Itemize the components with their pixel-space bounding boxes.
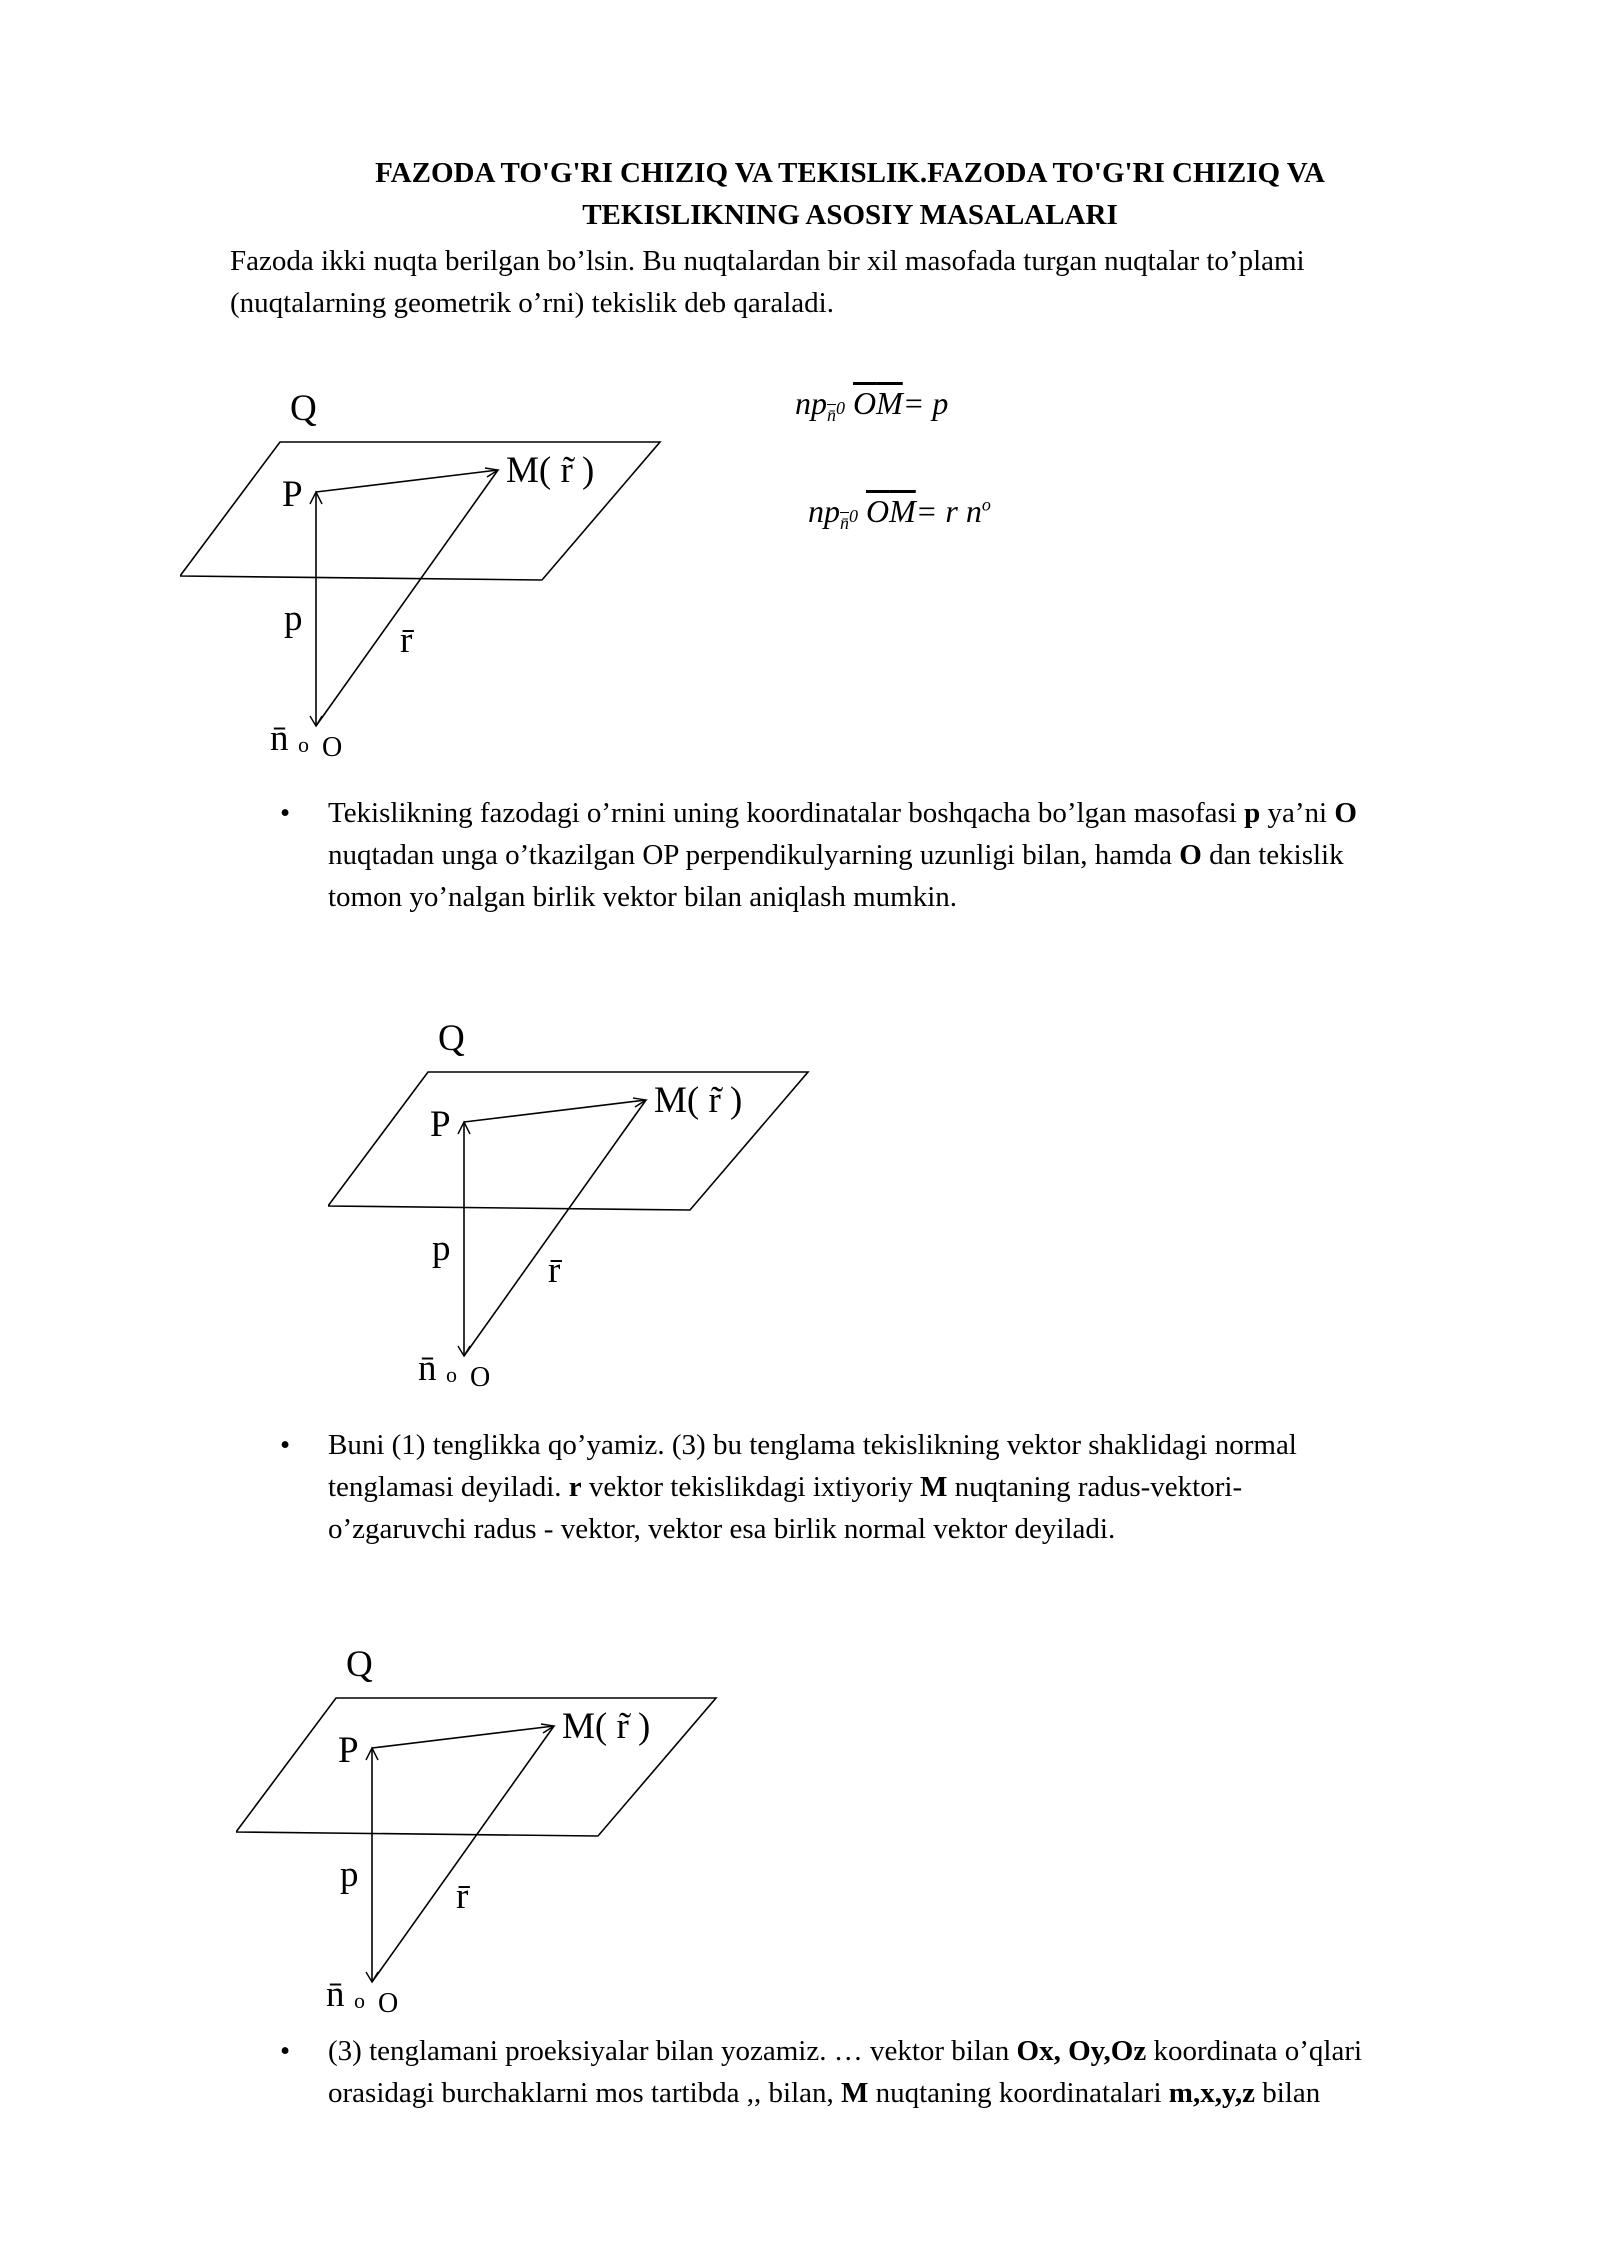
label-P: P	[430, 1104, 451, 1145]
vector-OM	[316, 470, 498, 726]
label-p: p	[432, 1228, 451, 1269]
label-n-sub: o	[354, 1988, 365, 2013]
label-n-sub: o	[446, 1362, 457, 1387]
title-line-2: TEKISLIKNING ASOSIY MASALALARI	[582, 199, 1118, 231]
label-Q: Q	[290, 388, 317, 429]
label-Q: Q	[438, 1018, 465, 1059]
bullet-symbol: •	[280, 2035, 291, 2067]
vector-PM	[464, 1100, 646, 1122]
plane-diagram-svg	[236, 1636, 756, 2016]
plane-diagram-2	[328, 1010, 848, 1390]
plane-diagram-svg	[328, 1010, 848, 1390]
label-r: r̄	[456, 1876, 469, 1917]
bullet-2	[280, 1424, 1500, 1554]
label-n: n̄	[326, 1974, 345, 2015]
title-line-1: FAZODA TO'G'RI CHIZIQ VA TEKISLIK.FAZODA TO'G'RI CHIZIQ VA	[375, 157, 1325, 189]
bullet-3	[280, 2030, 1500, 2120]
label-O: O	[378, 1988, 399, 2016]
label-M: M( r̃ )	[562, 1706, 651, 1747]
formula-1: $np_{n̄^0}$ $\overline{O}\overline{M}= p$	[795, 385, 949, 426]
page-title	[230, 152, 1470, 236]
intro-line-2: (nuqtalarning geometrik o’rni) tekislik deb qaraladi.	[230, 287, 834, 319]
vector-OM	[464, 1100, 646, 1356]
label-r: r̄	[548, 1250, 561, 1291]
label-n-sub: o	[298, 732, 309, 757]
plane-diagram-svg	[180, 380, 700, 760]
intro-paragraph	[230, 240, 1490, 324]
formula-2: $np_{n̄^0}$ $\overline{O}\overline{M}= r$ $n^o$	[808, 493, 991, 534]
label-r: r̄	[400, 620, 413, 661]
bullet-2-text: Buni (1) tenglikka qo’yamiz. (3) bu tenglama tekislikning vektor shaklidagi normal tenglamasi deyiladi. r vektor tekislikdagi ixtiyoriy M nuqtaning radus-vektori- o’zgaruvchi radus - vektor, vektor esa birlik normal vektor deyiladi.	[328, 1429, 1297, 1545]
plane-diagram-1	[180, 380, 700, 760]
plane-diagram-3	[236, 1636, 756, 2016]
bullet-1	[280, 792, 1500, 922]
label-O: O	[322, 732, 343, 760]
label-n: n̄	[418, 1348, 437, 1389]
label-M: M( r̃ )	[506, 450, 595, 491]
label-P: P	[338, 1730, 359, 1771]
label-P: P	[282, 474, 303, 515]
label-n: n̄	[270, 718, 289, 759]
bullet-1-text: Tekislikning fazodagi o’rnini uning koordinatalar boshqacha bo’lgan masofasi p ya’ni O nuqtadan unga o’tkazilgan OP perpendikulyarning uzunligi bilan, hamda O dan tekislik tomon yo’nalgan birlik vektor bilan aniqlash mumkin.	[328, 797, 1357, 913]
bullet-3-text: (3) tenglamani proeksiyalar bilan yozamiz. … vektor bilan Ox, Oy,Oz koordinata o’qlari orasidagi burchaklarni mos tartibda ,, bilan, M nuqtaning koordinatalari m,x,y,z bilan	[328, 2035, 1363, 2109]
label-p: p	[284, 598, 303, 639]
intro-line-1: Fazoda ikki nuqta berilgan bo’lsin. Bu nuqtalardan bir xil masofada turgan nuqtalar to’plami	[230, 245, 1305, 277]
bullet-symbol: •	[280, 1429, 291, 1461]
vector-PM	[316, 470, 498, 492]
label-O: O	[470, 1362, 491, 1390]
label-Q: Q	[346, 1644, 373, 1685]
label-M: M( r̃ )	[654, 1080, 743, 1121]
label-p: p	[340, 1854, 359, 1895]
vector-PM	[372, 1726, 554, 1748]
bullet-symbol: •	[280, 797, 291, 829]
vector-OM	[372, 1726, 554, 1982]
